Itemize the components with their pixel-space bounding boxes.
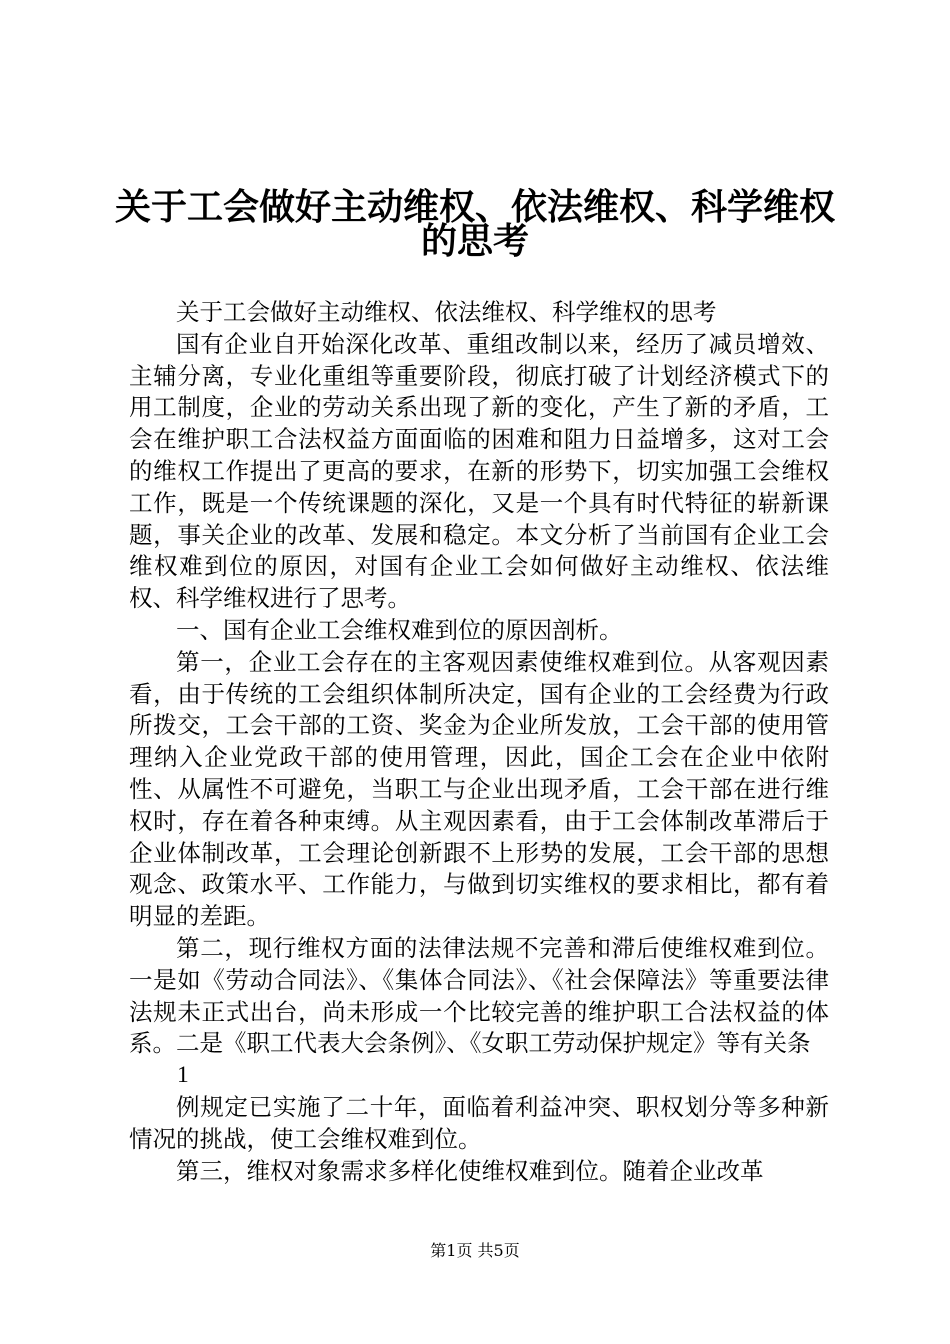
page-footer: 第1页 共5页 [430, 1241, 520, 1260]
section-heading: 一、国有企业工会维权难到位的原因剖析。 [176, 615, 623, 644]
paragraph-continued: 例规定已实施了二十年，面临着利益冲突、职权划分等多种新情况的挑战，使工会维权难到位。 [129, 1092, 829, 1153]
inline-page-number: 1 [177, 1062, 189, 1089]
document-title-line-2: 的思考 [420, 221, 529, 262]
document-body [129, 297, 829, 1187]
document-title-line-1: 关于工会做好主动维权、依法维权、科学维权 [114, 187, 835, 228]
paragraph-subtitle: 关于工会做好主动维权、依法维权、科学维权的思考 [176, 298, 717, 326]
paragraph: 国有企业自开始深化改革、重组改制以来，经历了减员增效、主辅分离，专业化重组等重要阶段，彻底打破了计划经济模式下的用工制度，企业的劳动关系出现了新的变化，产生了新的矛盾，工会在维护职工合法权益方面面临的困难和阻力日益增多，这对工会的维权工作提出了更高的要求，在新的形势下，切实加强工会维权工作，既是一个传统课题的深化，又是一个具有时代特征的崭新课题，事关企业的改革、发展和稳定。本文分析了当前国有企业工会维权难到位的原因，对国有企业工会如何做好主动维权、依法维权、科学维权进行了思考。 [129, 329, 829, 613]
paragraph: 第二，现行维权方面的法律法规不完善和滞后使维权难到位。一是如《劳动合同法》、《集体合同法》、《社会保障法》等重要法律法规未正式出台，尚未形成一个比较完善的维护职工合法权益的体系。二是《职工代表大会条例》、《女职工劳动保护规定》等有关条 [129, 933, 829, 1058]
paragraph: 第三，维权对象需求多样化使维权难到位。随着企业改革 [176, 1156, 764, 1185]
paragraph: 第一，企业工会存在的主客观因素使维权难到位。从客观因素看，由于传统的工会组织体制所决定，国有企业的工会经费为行政所拨交，工会干部的工资、奖金为企业所发放，工会干部的使用管理纳入企业党政干部的使用管理，因此，国企工会在企业中依附性、从属性不可避免，当职工与企业出现矛盾，工会干部在进行维权时，存在着各种束缚。从主观因素看，由于工会体制改革滞后于企业体制改革，工会理论创新跟不上形势的发展，工会干部的思想观念、政策水平、工作能力，与做到切实维权的要求相比，都有着明显的差距。 [129, 647, 829, 931]
